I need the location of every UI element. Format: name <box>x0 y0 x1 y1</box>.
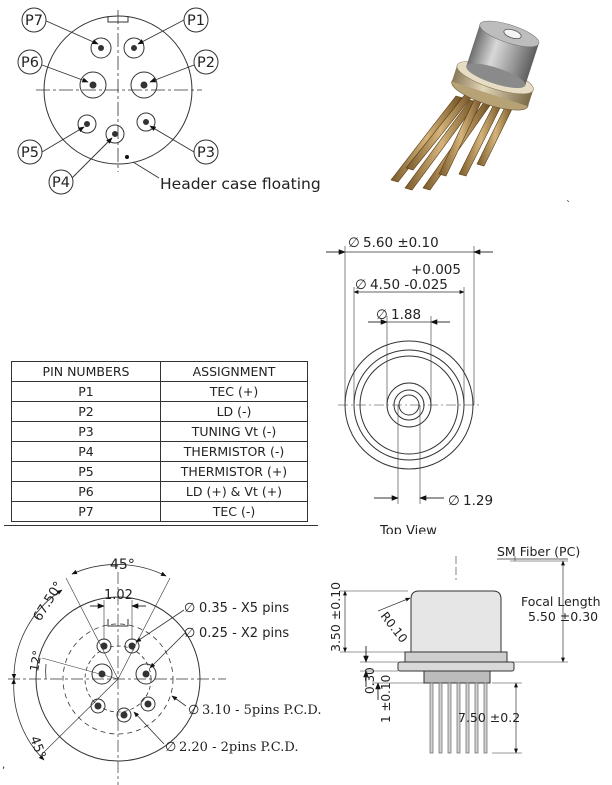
svg-text:,: , <box>2 760 6 771</box>
table-row <box>12 462 308 482</box>
pin-cell: P7 <box>12 502 161 522</box>
inner-diameter-label: 4.50 -0.025 <box>370 277 448 293</box>
header-pin-numbers: PIN NUMBERS <box>12 362 161 382</box>
pin-cell: P5 <box>12 462 161 482</box>
pin-cell: P2 <box>12 402 161 422</box>
pin-label-p7: P7 <box>25 13 43 29</box>
pins-2-label: 0.25 - X2 pins <box>199 626 290 641</box>
pin-label-p6: P6 <box>21 55 39 71</box>
header-assignment: ASSIGNMENT <box>161 362 308 382</box>
focal-length-value: 5.50 ±0.30 <box>528 609 599 624</box>
angle-small-label: 12° <box>27 649 45 673</box>
assignment-cell: LD (-) <box>161 402 308 422</box>
width-label: 1.02 <box>104 588 133 603</box>
assignment-cell: TEC (-) <box>161 502 308 522</box>
side-view-drawing <box>340 556 568 753</box>
cap-height-label: 3.50 ±0.10 <box>328 581 343 652</box>
aperture-diameter-label: 1.29 <box>463 493 494 509</box>
pin-length-label: 7.50 ±0.2 <box>458 710 521 725</box>
pin-cell: P3 <box>12 422 161 442</box>
pin-assignment-table <box>11 361 308 522</box>
pins-5-label: 0.35 - X5 pins <box>199 601 290 616</box>
table-row <box>12 402 308 422</box>
fiber-label: SM Fiber (PC) <box>497 544 581 559</box>
svg-text:`: ` <box>566 200 571 211</box>
svg-text:∅: ∅ <box>184 601 196 616</box>
table-header-row <box>12 362 308 382</box>
angle-left-label: 67.50° <box>30 579 67 625</box>
base-label: 1 ±0.10 <box>379 674 393 723</box>
angle-top-label: 45° <box>110 557 135 573</box>
pcd-2-label: 2.20 - 2pins P.C.D. <box>179 740 299 755</box>
svg-text:∅: ∅ <box>184 626 196 641</box>
diameter-symbol-1: ∅ <box>348 235 360 251</box>
svg-text:∅: ∅ <box>165 740 177 755</box>
angle-bottom-label: 45° <box>26 734 49 762</box>
flange-label: 0.30 <box>363 667 377 694</box>
table-row <box>12 442 308 462</box>
pin-label-p2: P2 <box>197 55 215 71</box>
pin-label-p3: P3 <box>197 145 215 161</box>
table-row <box>12 482 308 502</box>
front-view-caption: Top View <box>380 524 437 539</box>
focal-length-label: Focal Length <box>521 594 601 609</box>
header-case-note: Header case floating <box>160 175 321 193</box>
assignment-cell: THERMISTOR (-) <box>161 442 308 462</box>
pin-cell: P4 <box>12 442 161 462</box>
window-diameter-label: 1.88 <box>391 307 422 323</box>
pcd-5-label: 3.10 - 5pins P.C.D. <box>202 703 322 718</box>
package-3d-render <box>391 13 571 211</box>
assignment-cell: LD (+) & Vt (+) <box>161 482 308 502</box>
table-row <box>12 502 308 522</box>
radius-label: R0.10 <box>377 609 411 646</box>
assignment-cell: THERMISTOR (+) <box>161 462 308 482</box>
table-row <box>12 382 308 402</box>
section-divider <box>4 525 318 526</box>
pin-label-p1: P1 <box>187 13 205 29</box>
assignment-cell: TUNING Vt (-) <box>161 422 308 442</box>
inner-tolerance-plus: +0.005 <box>411 262 461 278</box>
pin-cell: P1 <box>12 382 161 402</box>
pin-label-p4: P4 <box>52 175 70 191</box>
outer-diameter-label: 5.60 ±0.10 <box>363 235 439 251</box>
table-row <box>12 422 308 442</box>
diameter-symbol-2: ∅ <box>355 277 367 293</box>
pin-cell: P6 <box>12 482 161 502</box>
diameter-symbol-3: ∅ <box>376 307 388 323</box>
svg-text:∅: ∅ <box>188 703 200 718</box>
assignment-cell: TEC (+) <box>161 382 308 402</box>
pinout-diagram <box>36 10 202 178</box>
diameter-symbol-4: ∅ <box>448 493 460 509</box>
pin-label-p5: P5 <box>21 145 39 161</box>
